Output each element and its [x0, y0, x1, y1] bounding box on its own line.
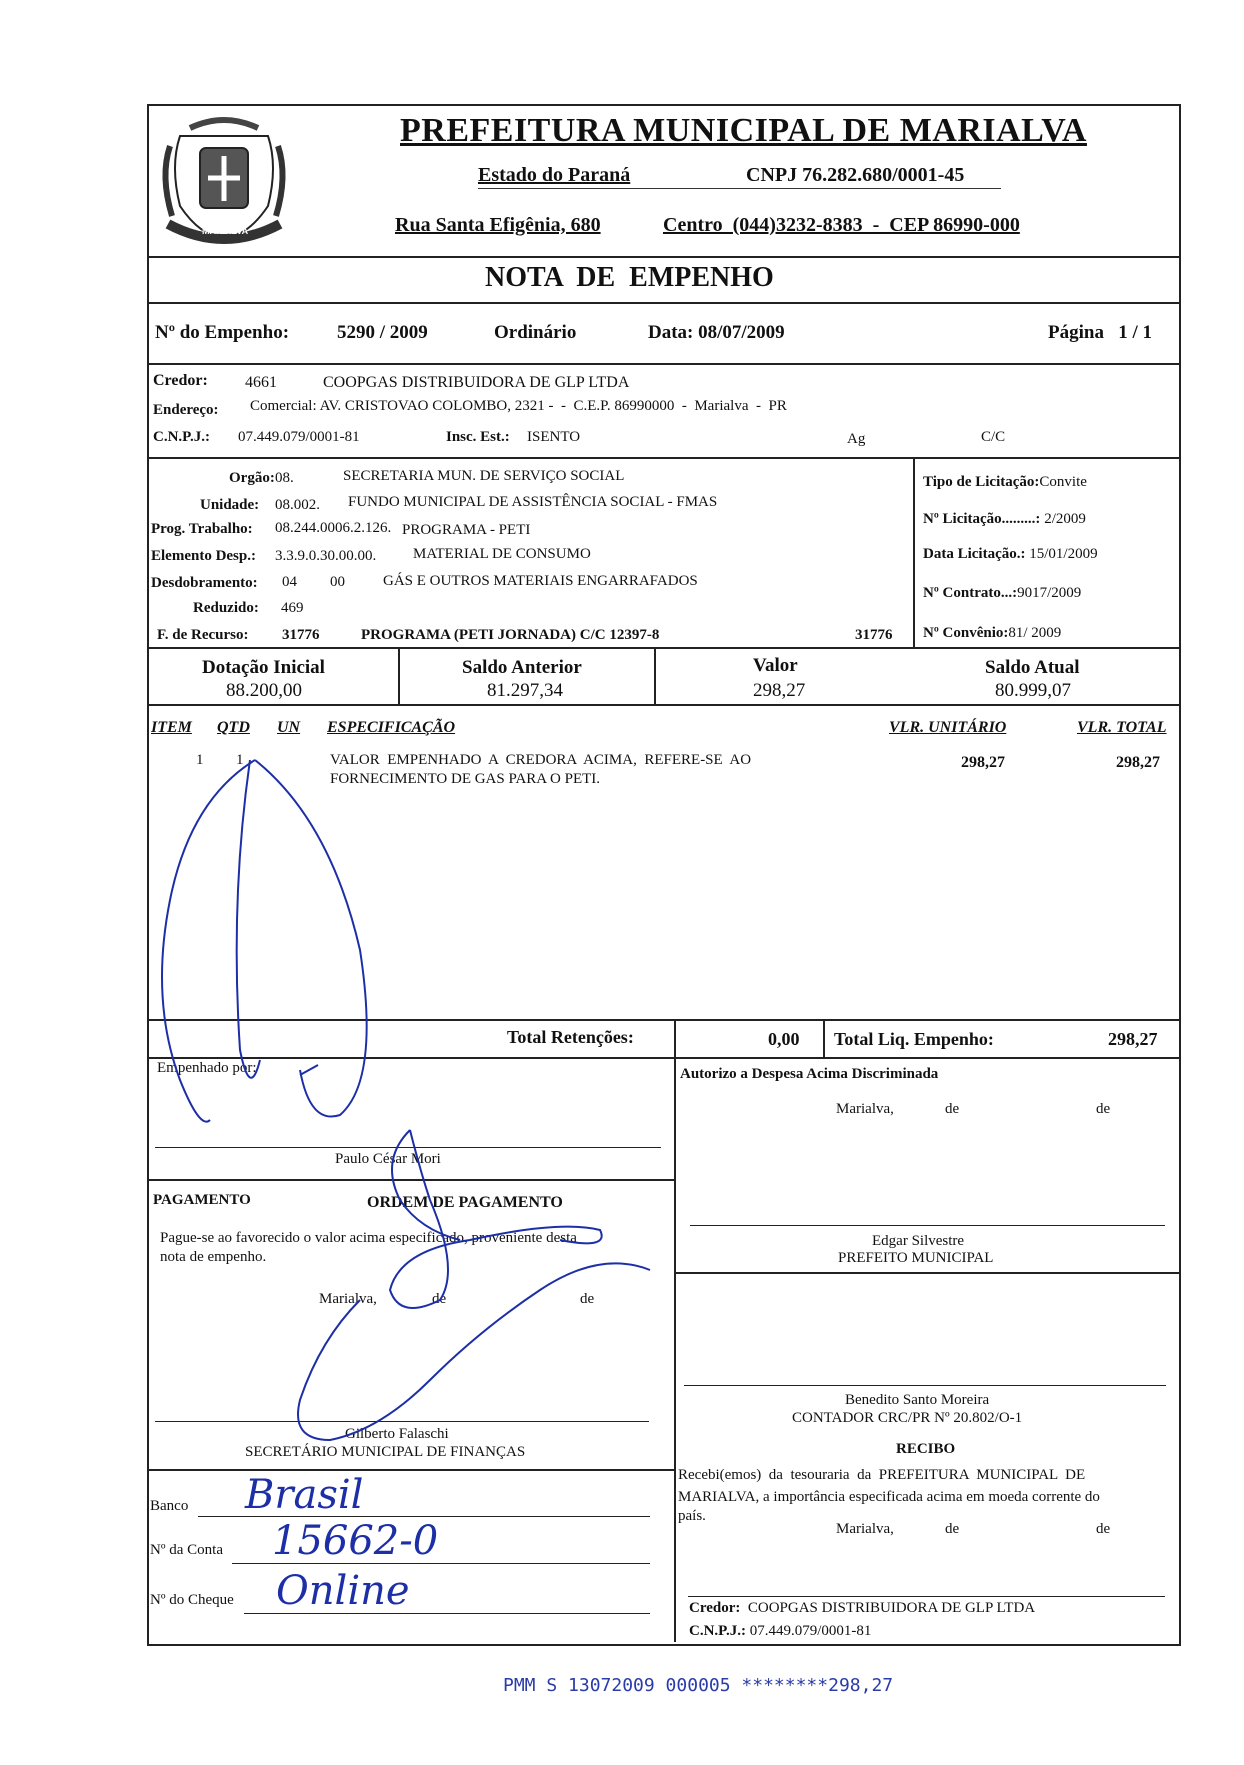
dotacao-label: Dotação Inicial [202, 657, 325, 678]
convenio-label: Nº Convênio: [923, 625, 1009, 641]
orgao-code: 08. [275, 470, 294, 486]
total-liquido-value: 298,27 [1108, 1029, 1158, 1049]
licitacao-date-value: 15/01/2009 [1029, 546, 1098, 562]
reduzido-label: Reduzido: [193, 600, 259, 616]
total-retencoes-value: 0,00 [768, 1029, 800, 1049]
credor-cnpj-label: C.N.P.J.: [153, 429, 210, 445]
licitacao-number-value: 2/2009 [1044, 511, 1086, 527]
recibo-text-3: país. [678, 1508, 706, 1524]
unidade-code: 08.002. [275, 497, 320, 513]
prefeito-role: PREFEITO MUNICIPAL [838, 1250, 994, 1266]
elemento-label: Elemento Desp.: [151, 548, 256, 564]
credor-name: COOPGAS DISTRIBUIDORA DE GLP LTDA [323, 374, 630, 391]
pagamento-city: Marialva, [319, 1291, 377, 1307]
municipality-cnpj: CNPJ 76.282.680/0001-45 [746, 164, 965, 186]
licitacao-type-label: Tipo de Licitação: [923, 474, 1040, 490]
contador-name: Benedito Santo Moreira [845, 1392, 990, 1408]
empenhado-signer: Paulo César Mori [335, 1151, 441, 1167]
pagamento-de-1: de [432, 1291, 447, 1307]
convenio-value: 81/ 2009 [1008, 625, 1062, 641]
total-liquido-label: Total Liq. Empenho: [834, 1029, 994, 1049]
unidade-desc: FUNDO MUNICIPAL DE ASSISTÊNCIA SOCIAL - FMAS [348, 494, 718, 510]
autorizo-label: Autorizo a Despesa Acima Discriminada [680, 1066, 939, 1082]
banco-label: Banco [150, 1498, 189, 1514]
document-title: NOTA DE EMPENHO [485, 262, 774, 293]
dotacao-value: 88.200,00 [226, 680, 302, 701]
autorizo-de-1: de [945, 1101, 960, 1117]
col-header-item: ITEM [151, 719, 192, 736]
empenho-type: Ordinário [494, 322, 577, 343]
col-header-qtd: QTD [217, 719, 250, 736]
ordem-pagamento-label: ORDEM DE PAGAMENTO [367, 1194, 563, 1211]
credor-cnpj: 07.449.079/0001-81 [238, 429, 360, 445]
row-spec-line-2: FORNECIMENTO DE GAS PARA O PETI. [330, 771, 601, 787]
contrato-label: Nº Contrato...: [923, 585, 1018, 601]
credor-insc-label: Insc. Est.: [446, 429, 510, 445]
licitacao-type-value: Convite [1039, 474, 1087, 490]
coat-of-arms-text: MARIALVA [202, 226, 249, 236]
state-name: Estado do Paraná [478, 164, 631, 186]
municipality-address: Rua Santa Efigênia, 680 [395, 214, 601, 236]
recibo-de-2: de [1096, 1521, 1111, 1537]
contador-role: CONTADOR CRC/PR Nº 20.802/O-1 [792, 1410, 1023, 1426]
prefeito-name: Edgar Silvestre [872, 1233, 965, 1249]
recibo-text-1: Recebi(emos) da tesouraria da PREFEITURA MUNICIPAL DE [678, 1467, 1086, 1483]
secretario-name: Gilberto Falaschi [345, 1426, 449, 1442]
recurso-code: 31776 [282, 627, 320, 643]
empenhado-por-label: Empenhado por: [157, 1060, 257, 1076]
orgao-desc: SECRETARIA MUN. DE SERVIÇO SOCIAL [343, 468, 625, 484]
autorizo-city: Marialva, [836, 1101, 894, 1117]
row-spec-line-1: VALOR EMPENHADO A CREDORA ACIMA, REFERE-SE AO [330, 752, 752, 768]
page-indicator: Página 1 / 1 [1048, 322, 1152, 343]
credor-insc: ISENTO [527, 429, 581, 445]
col-header-total: VLR. TOTAL [1077, 719, 1167, 736]
pagamento-text-2: nota de empenho. [160, 1249, 267, 1265]
recibo-cnpj-value: 07.449.079/0001-81 [749, 1623, 872, 1639]
row-item: 1 [196, 752, 204, 768]
prog-trabalho-label: Prog. Trabalho: [151, 521, 253, 537]
empenho-date: Data: 08/07/2009 [648, 322, 785, 343]
row-total: 298,27 [1116, 754, 1160, 771]
cheque-value: Online [276, 1568, 410, 1614]
saldo-anterior-label: Saldo Anterior [462, 657, 582, 678]
secretario-role: SECRETÁRIO MUNICIPAL DE FINANÇAS [245, 1444, 526, 1460]
col-header-unit-price: VLR. UNITÁRIO [889, 719, 1007, 736]
payment-stamp: PMM S 13072009 000005 ********298,27 [503, 1675, 894, 1696]
saldo-atual-value: 80.999,07 [995, 680, 1071, 701]
pagamento-label: PAGAMENTO [153, 1192, 251, 1208]
col-header-spec: ESPECIFICAÇÃO [327, 719, 456, 736]
recibo-city: Marialva, [836, 1521, 894, 1537]
pagamento-text-1: Pague-se ao favorecido o valor acima especificado, proveniente desta [160, 1230, 577, 1246]
desdobramento-desc: GÁS E OUTROS MATERIAIS ENGARRAFADOS [383, 573, 698, 589]
total-retencoes-label: Total Retenções: [507, 1027, 634, 1047]
recibo-de-1: de [945, 1521, 960, 1537]
elemento-desc: MATERIAL DE CONSUMO [413, 546, 591, 562]
desdobramento-label: Desdobramento: [151, 575, 258, 591]
prog-trabalho-desc: PROGRAMA - PETI [402, 522, 531, 538]
municipality-district-phone: Centro (044)3232-8383 - CEP 86990-000 [663, 214, 1020, 236]
unidade-label: Unidade: [200, 497, 260, 513]
valor-value: 298,27 [753, 680, 806, 701]
credor-address-label: Endereço: [153, 402, 219, 418]
saldo-atual-label: Saldo Atual [985, 657, 1080, 678]
conta-value: 15662-0 [272, 1518, 439, 1564]
recurso-code-2: 31776 [855, 627, 893, 643]
recurso-label: F. de Recurso: [157, 627, 249, 643]
row-unit-price: 298,27 [961, 754, 1005, 771]
recibo-title: RECIBO [896, 1441, 956, 1457]
conta-label: Nº da Conta [150, 1542, 223, 1558]
licitacao-date-label: Data Licitação.: [923, 546, 1026, 562]
credor-agency-label: Ag [847, 431, 866, 447]
autorizo-de-2: de [1096, 1101, 1111, 1117]
prog-trabalho-code: 08.244.0006.2.126. [275, 520, 392, 536]
credor-address: Comercial: AV. CRISTOVAO COLOMBO, 2321 - - C.E.P. 86990000 - Marialva - PR [250, 398, 787, 414]
recibo-text-2: MARIALVA, a importância especificada acima em moeda corrente do [678, 1489, 1100, 1505]
credor-label: Credor: [153, 372, 208, 389]
recibo-credor-label: Credor: [689, 1600, 741, 1616]
recibo-cnpj-label: C.N.P.J.: [689, 1623, 746, 1639]
recurso-desc: PROGRAMA (PETI JORNADA) C/C 12397-8 [361, 627, 660, 643]
desdobramento-code-2: 00 [330, 574, 345, 590]
pagamento-de-2: de [580, 1291, 595, 1307]
recibo-credor-value: COOPGAS DISTRIBUIDORA DE GLP LTDA [747, 1600, 1036, 1616]
elemento-code: 3.3.9.0.30.00.00. [275, 548, 377, 564]
municipality-title: PREFEITURA MUNICIPAL DE MARIALVA [400, 112, 1087, 149]
empenho-number: 5290 / 2009 [337, 322, 428, 343]
valor-label: Valor [753, 655, 798, 676]
row-qtd: 1 [236, 752, 244, 768]
credor-account-label: C/C [981, 429, 1006, 445]
cheque-label: Nº do Cheque [150, 1592, 234, 1608]
reduzido-value: 469 [281, 600, 304, 616]
banco-value: Brasil [245, 1472, 364, 1518]
orgao-label: Orgão: [229, 470, 275, 486]
desdobramento-code-1: 04 [282, 574, 297, 590]
empenho-number-label: Nº do Empenho: [155, 322, 290, 343]
col-header-un: UN [277, 719, 301, 736]
contrato-value: 9017/2009 [1017, 585, 1082, 601]
saldo-anterior-value: 81.297,34 [487, 680, 563, 701]
credor-code: 4661 [245, 374, 277, 391]
licitacao-number-label: Nº Licitação.........: [923, 511, 1041, 527]
